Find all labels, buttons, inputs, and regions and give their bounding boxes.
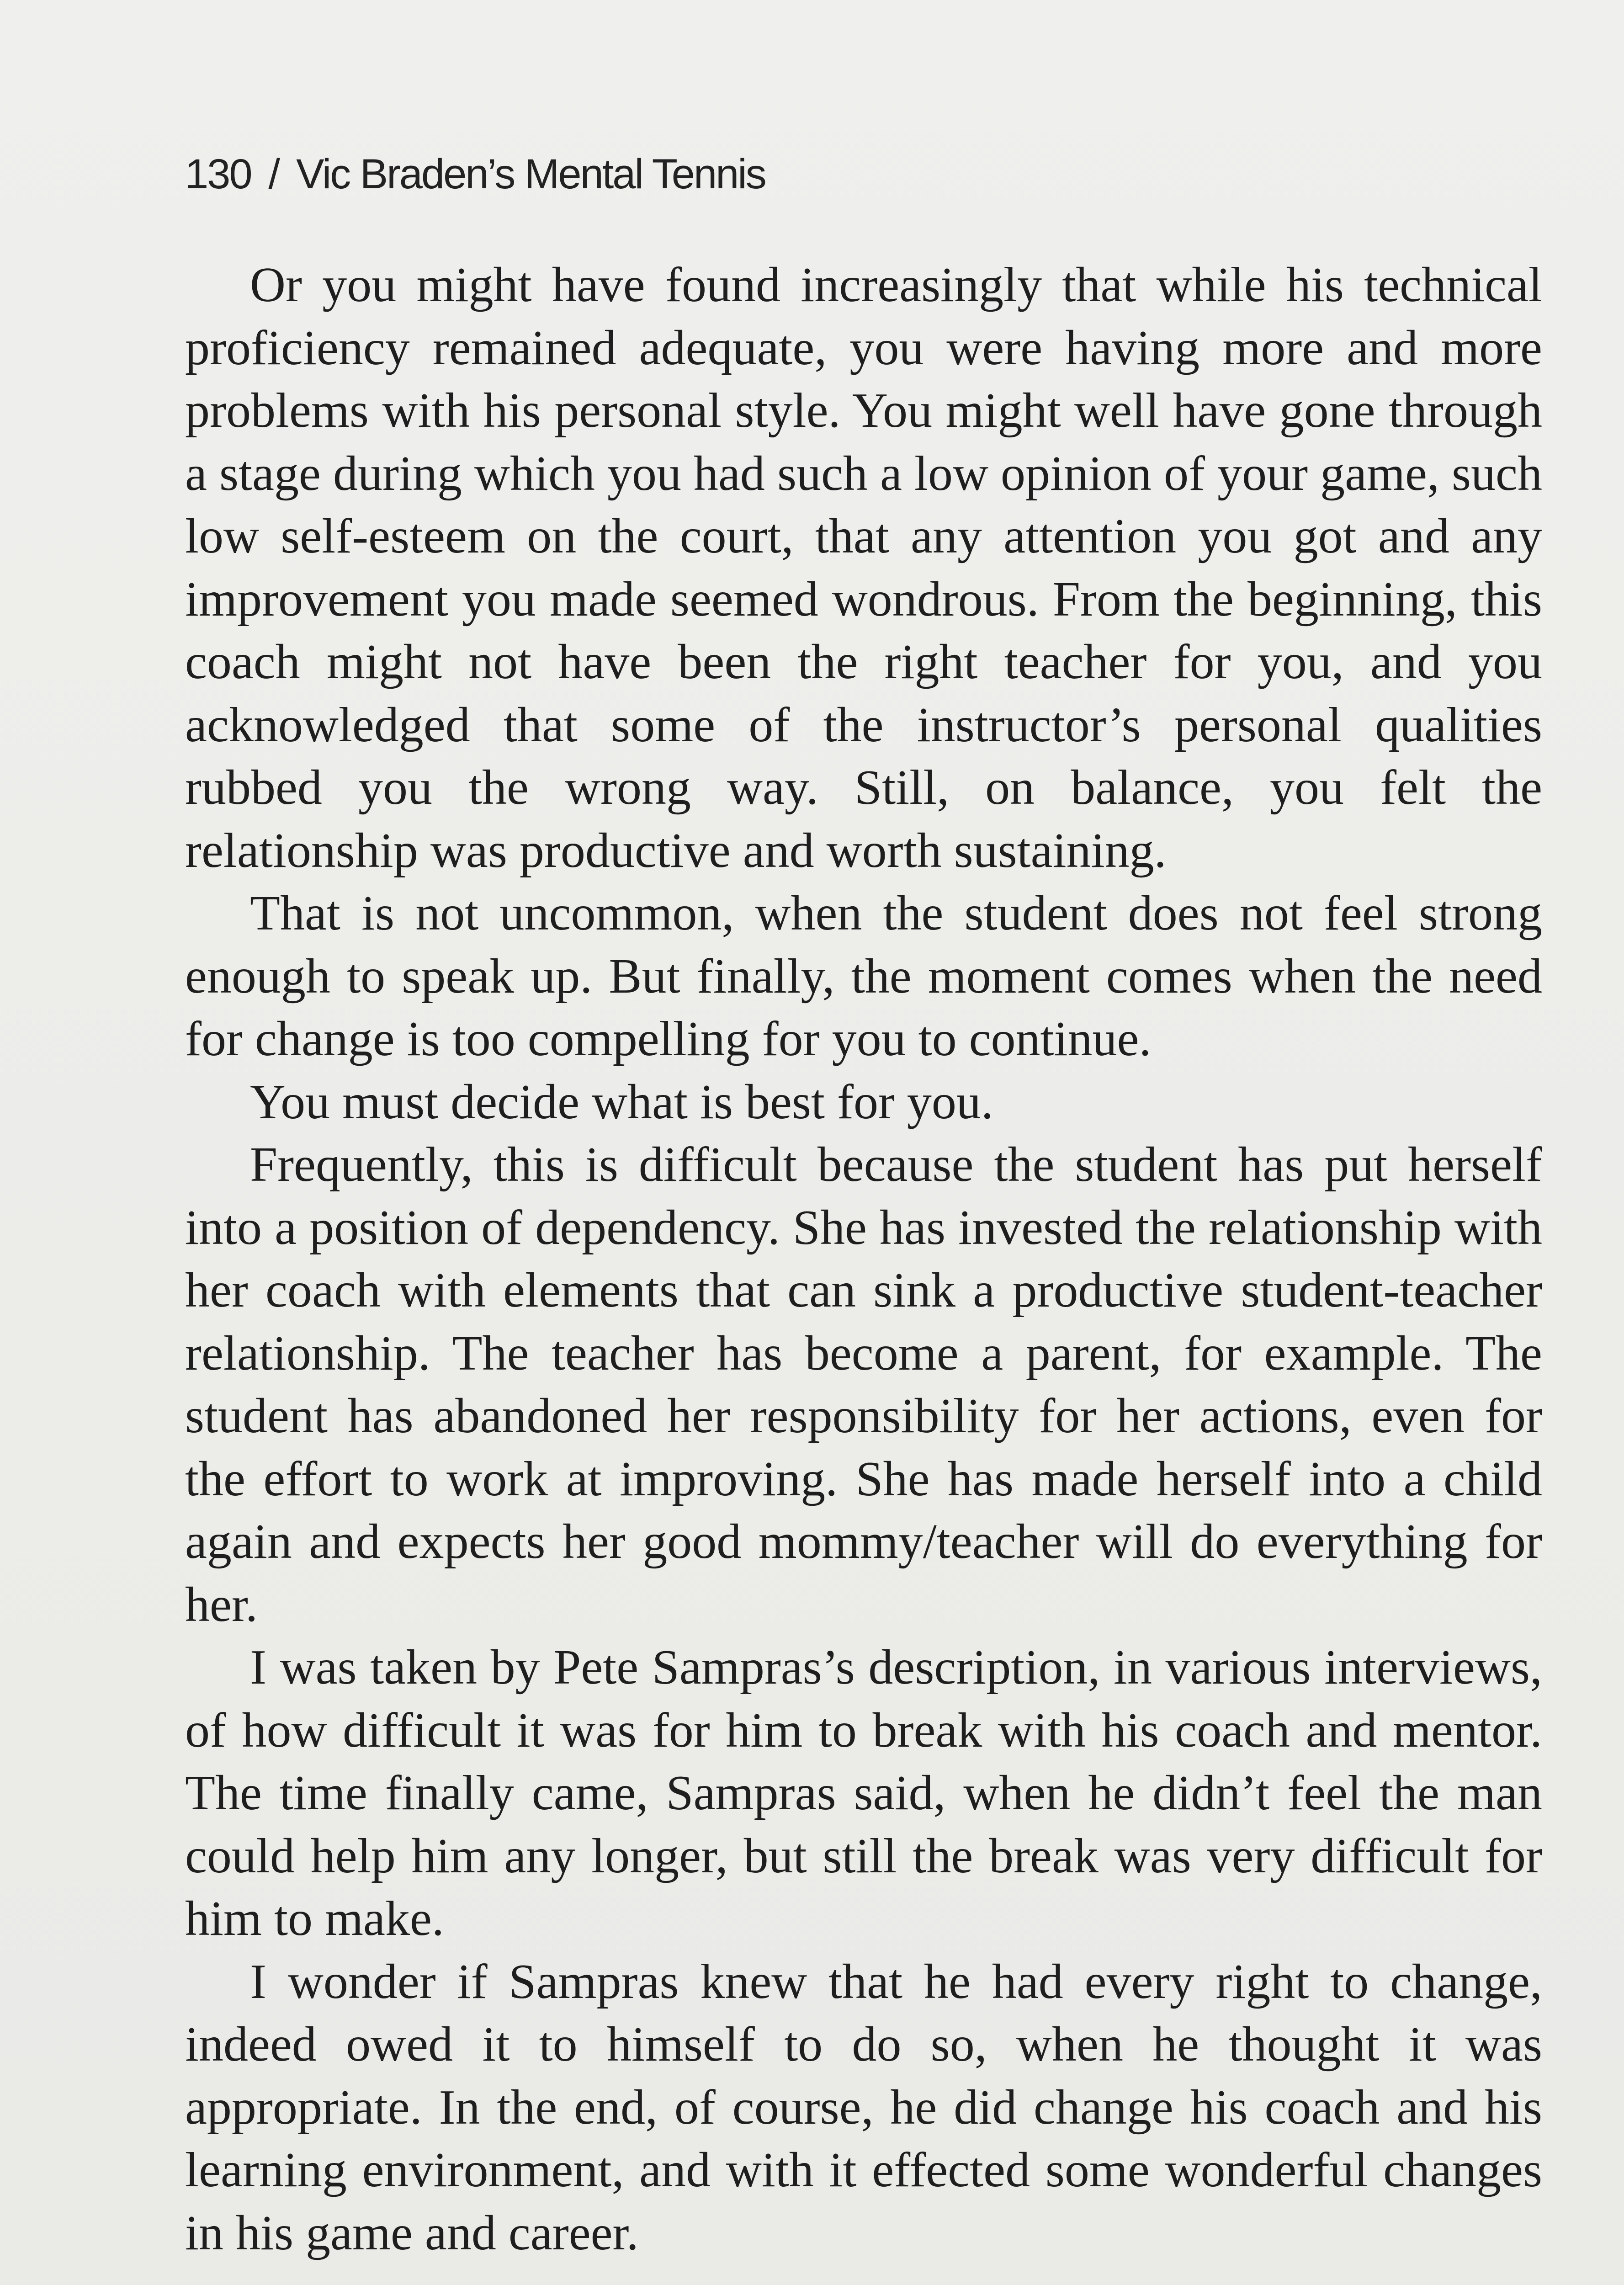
paragraph-2: That is not uncommon, when the student does not feel strong enough to speak up. But finally, the moment comes when the need for change is too compelling for you to continue. — [185, 886, 1542, 1066]
paragraph-6: I wonder if Sampras knew that he had every right to change, indeed owed it to himself to do so, when he thought it was appropriate. In the end, of course, he did change his coach and his learning environment, and with it effected some wonderful changes in his game and career. — [185, 1954, 1542, 2260]
paragraph-5: I was taken by Pete Sampras’s description, in various interviews, of how difficult it was for him to break with his coach and mentor. The time finally came, Sampras said, when he didn’t feel the man could help him any longer, but still the break was very difficult for him to make. — [185, 1640, 1542, 1946]
running-head — [185, 153, 765, 195]
running-title: Vic Braden’s Mental Tennis — [296, 151, 765, 197]
body-text — [185, 254, 1542, 2264]
paragraph-1: Or you might have found increasingly that while his technical proficiency remained adequate, you were having more and more problems with his personal style. You might well have gone through a stage during which you had such a low opinion of your game, such low self-esteem on the court, that any attention you got and any improvement you made seemed wondrous. From the beginning, this coach might not have been the right teacher for you, and you acknowledged that some of the instructor’s personal qualities rubbed you the wrong way. Still, on balance, you felt the relationship was productive and worth sustaining. — [185, 258, 1542, 878]
page-number: 130 — [185, 151, 251, 197]
paragraph-4: Frequently, this is difficult because the student has put herself into a position of dependency. She has invested the relationship with her coach with elements that can sink a productive student-teacher relationship. The teacher has become a parent, for example. The student has abandoned her responsibility for her actions, even for the effort to work at improving. She has made herself into a child again and expects her good mommy/teacher will do everything for her. — [185, 1137, 1542, 1632]
paragraph-3: You must decide what is best for you. — [250, 1074, 993, 1129]
header-separator: / — [268, 151, 279, 197]
